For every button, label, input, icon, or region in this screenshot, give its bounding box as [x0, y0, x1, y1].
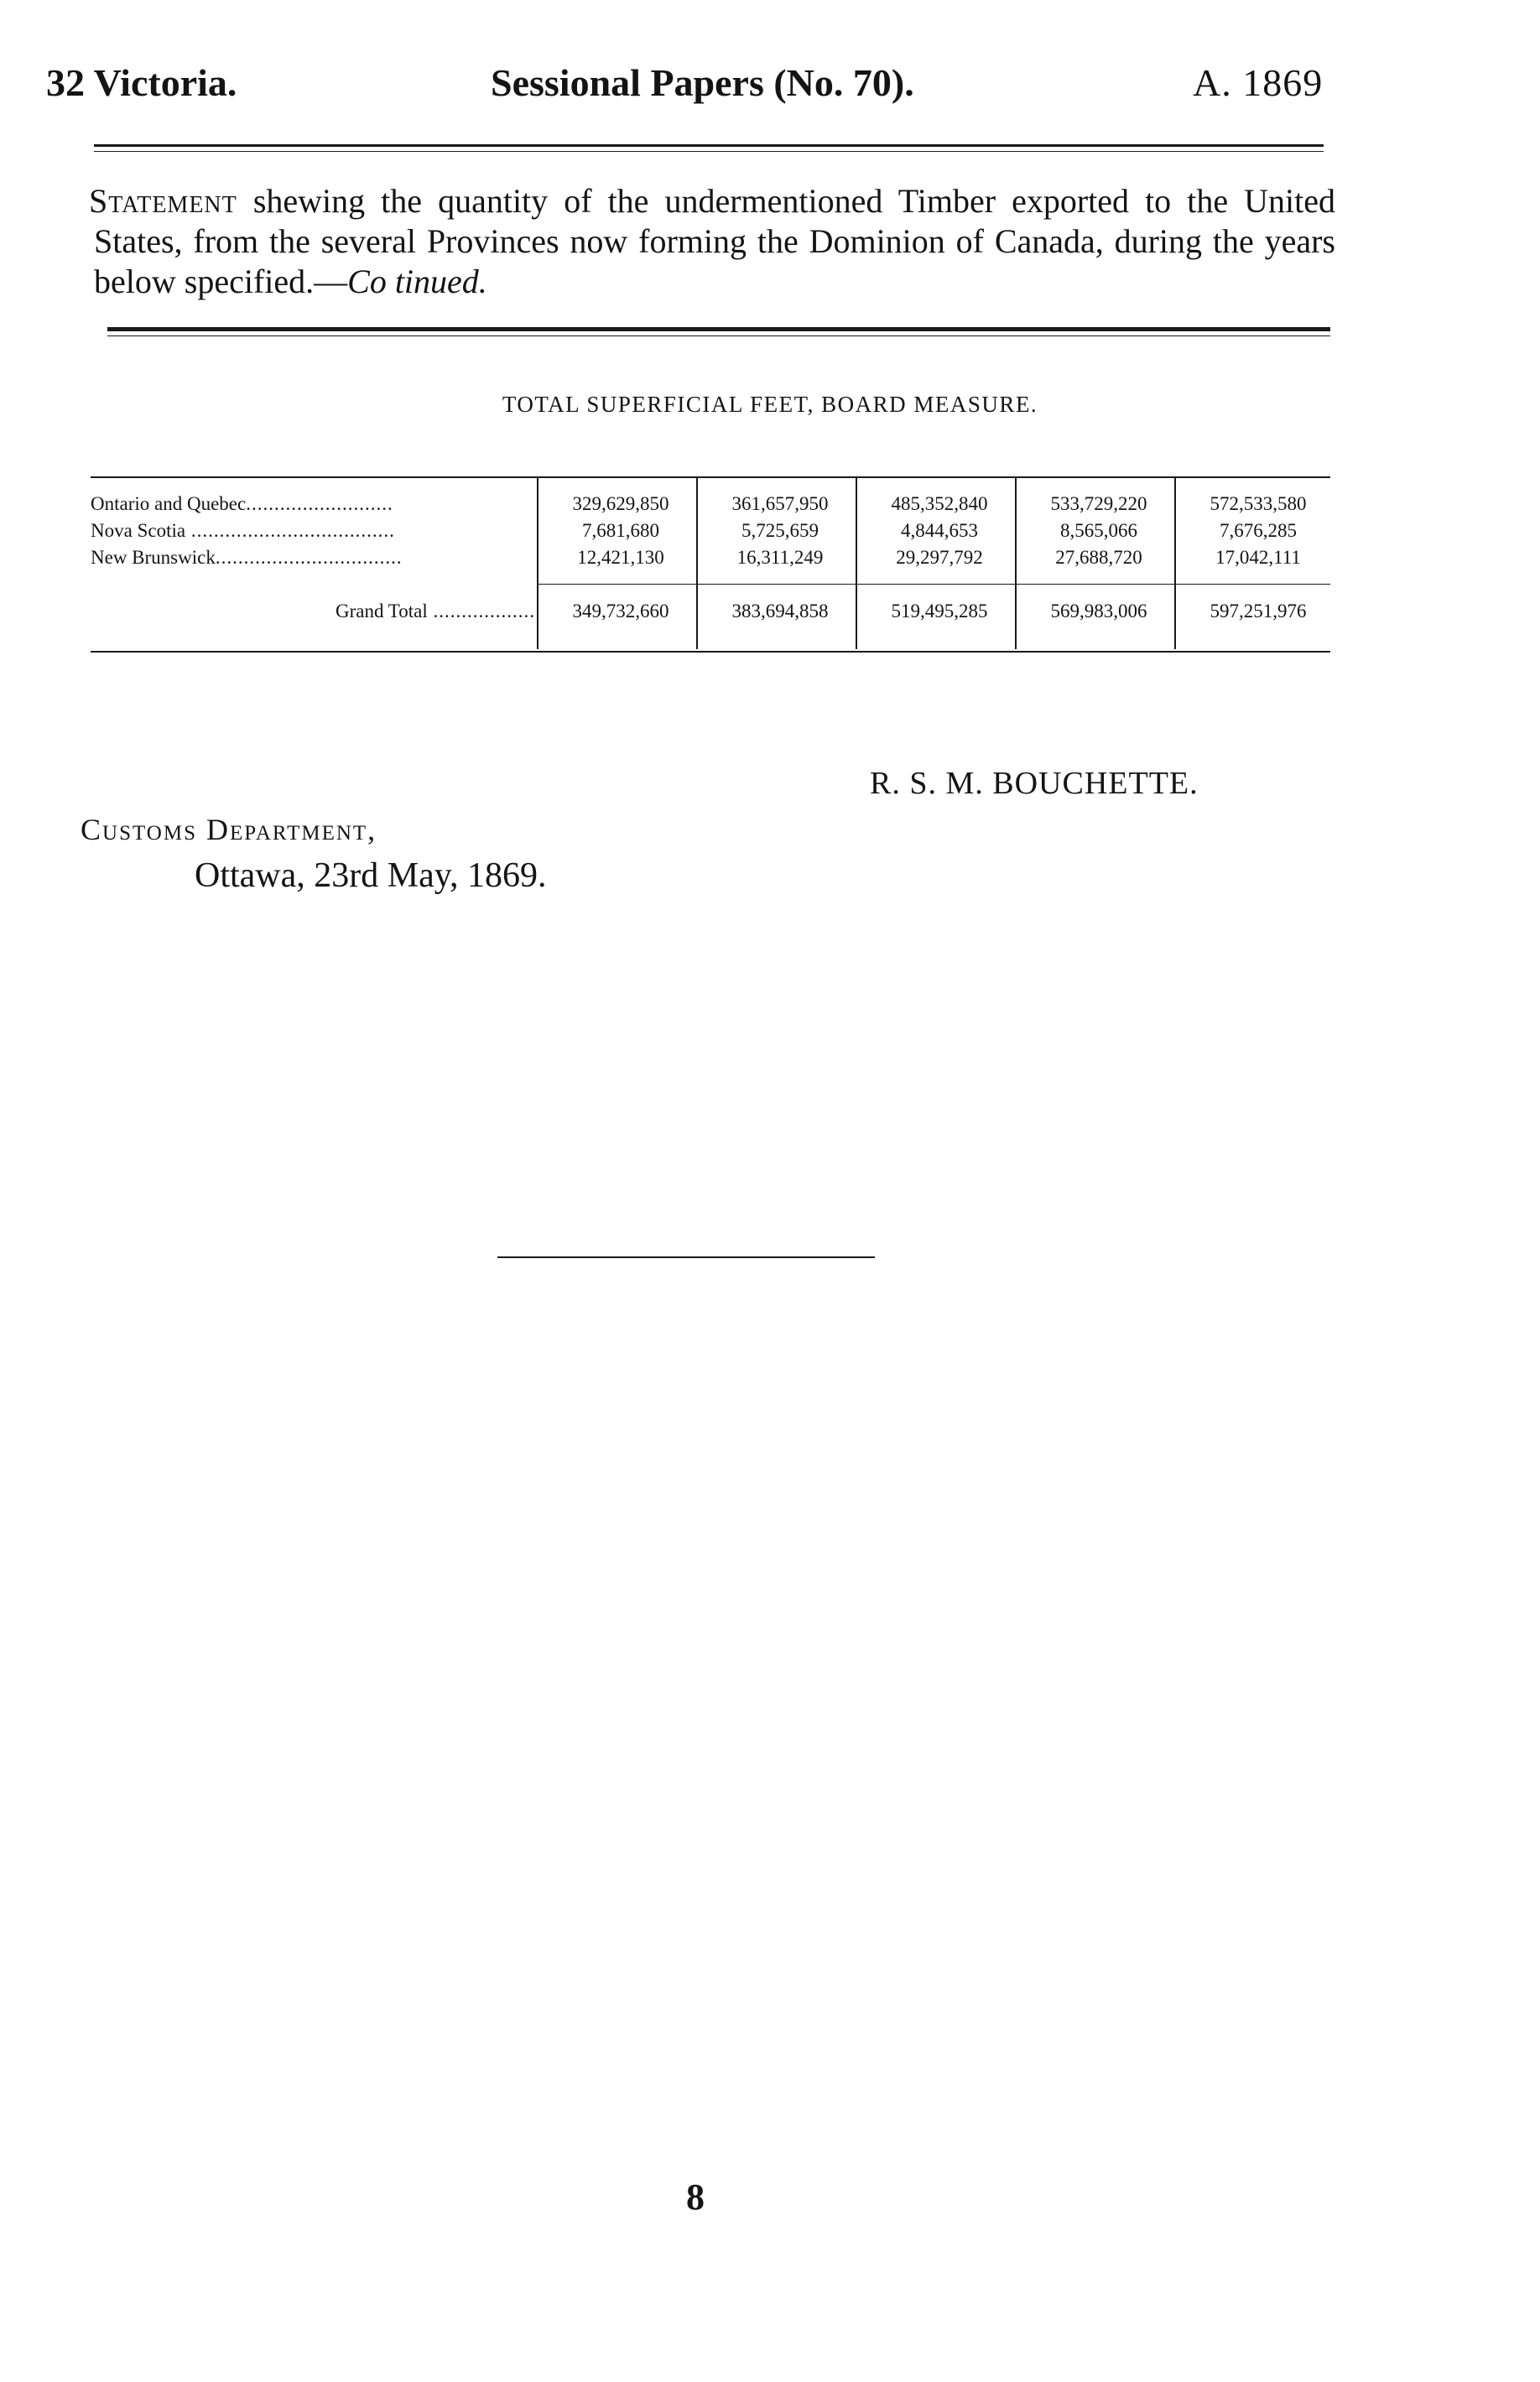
table-bottom-rule: [91, 651, 1330, 653]
statement-rule-thin: [107, 335, 1330, 336]
value-cell: 12,421,130: [577, 547, 664, 568]
header-rule-thick: [94, 144, 1324, 147]
value-cell: 533,729,220: [1050, 493, 1147, 514]
value-cell: 8,565,066: [1060, 520, 1137, 541]
header-rule-thin: [94, 151, 1324, 152]
value-cell: 7,681,680: [582, 520, 659, 541]
signature: R. S. M. BOUCHETTE.: [870, 766, 1199, 801]
total-cell: 569,983,006: [1050, 601, 1147, 622]
statement-continued: Co tinued.: [347, 263, 487, 300]
row-label: New Brunswick.................................: [91, 547, 403, 568]
header-paper-number: Sessional Papers (No. 70).: [491, 61, 914, 104]
value-cell: 329,629,850: [572, 493, 669, 514]
running-head: [0, 60, 1540, 119]
place-date: Ottawa, 23rd May, 1869.: [195, 856, 547, 895]
statement-body: shewing the quantity of the undermentioned Timber exported to the United States, from the several Provinces now forming the Dominion of Canada, during the years below specified.—: [94, 182, 1335, 300]
total-cell: 597,251,976: [1210, 601, 1307, 622]
value-cell: 572,533,580: [1210, 493, 1307, 514]
value-cell: 361,657,950: [731, 493, 829, 514]
table-row: [91, 520, 1330, 547]
statement-paragraph: [89, 181, 1335, 302]
header-session: 32 Victoria.: [46, 61, 237, 104]
page-number: 8: [686, 2177, 705, 2218]
department: Customs Department,: [81, 813, 377, 846]
value-cell: 16,311,249: [736, 547, 824, 568]
table-title: TOTAL SUPERFICIAL FEET, BOARD MEASURE.: [502, 392, 1038, 417]
header-year: A. 1869: [1193, 61, 1324, 104]
statement-rule-thick: [107, 327, 1330, 331]
total-cell: 349,732,660: [572, 601, 669, 622]
table-top-rule: [91, 476, 1330, 478]
value-cell: 7,676,285: [1220, 520, 1297, 541]
total-cell: 519,495,285: [891, 601, 988, 622]
value-cell: 29,297,792: [896, 547, 983, 568]
value-cell: 17,042,111: [1215, 547, 1301, 568]
statement-lead: Statement: [89, 182, 237, 220]
row-label: Grand Total ..................: [336, 601, 535, 622]
total-cell: 383,694,858: [731, 601, 829, 622]
value-cell: 485,352,840: [891, 493, 988, 514]
value-cell: 27,688,720: [1055, 547, 1142, 568]
value-cell: 4,844,653: [901, 520, 978, 541]
value-cell: 5,725,659: [741, 520, 819, 541]
row-label: Nova Scotia ....................................: [91, 520, 395, 541]
table-row: [91, 547, 1330, 574]
closing-rule: [497, 1256, 875, 1258]
total-separator-rule: [537, 584, 1330, 585]
table-row: [91, 493, 1330, 520]
row-label: Ontario and Quebec..........................: [91, 493, 393, 514]
grand-total-row: [91, 601, 1330, 627]
